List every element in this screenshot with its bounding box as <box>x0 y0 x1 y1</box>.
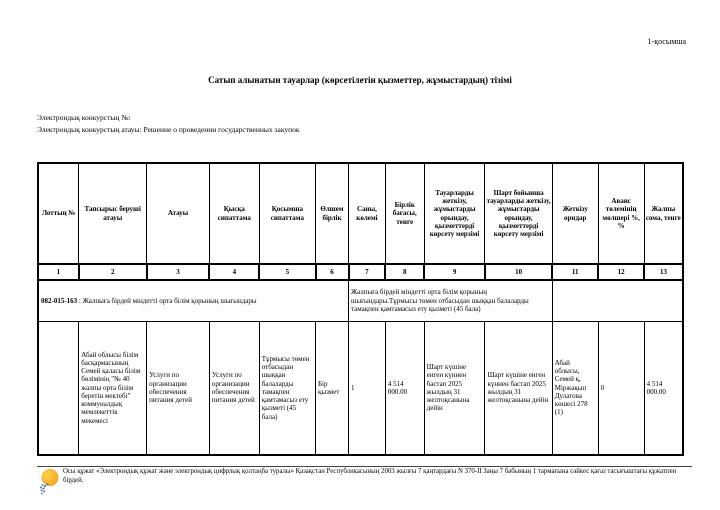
cell-quantity: 1 <box>349 321 386 455</box>
col-header-advance: Аванс төлемінің мөлшері %, % <box>598 163 644 264</box>
col-number: 7 <box>349 264 386 280</box>
col-header-unit-price: Бірлік бағасы, тенге <box>385 163 424 264</box>
table-row <box>38 321 683 455</box>
col-number: 2 <box>79 264 147 280</box>
page-title: Сатып алынатын тауарлар (көрсетілетін қызметтер, жұмыстардың) тізімі <box>208 75 512 85</box>
lot-title-cell <box>38 280 349 321</box>
cell-lot-no <box>38 321 79 455</box>
cell-unit-price: 4 514 000.00 <box>385 321 424 455</box>
col-header-unit: Өлшем бірлік <box>316 163 349 264</box>
col-number: 13 <box>644 264 683 280</box>
col-number: 10 <box>485 264 552 280</box>
legal-notice: Осы құжат «Электрондық құжат және электрондық цифрлық қолтаңба туралы» Қазақстан Республикасының 2003 жылғы 7 қаңтардағы N 370-II Заңы 7 бабының 1 тармағына сәйкес қағаз тасығыштағы құжатпен бірдей. <box>63 468 677 484</box>
col-number: 3 <box>147 264 210 280</box>
col-number: 5 <box>259 264 315 280</box>
cell-total: 4 514 000.00 <box>644 321 683 455</box>
annex-label: 1-қосымша <box>647 37 686 46</box>
lot-description-cell: Жалпыға бірдей міндетті орта білім қорының шығындары.Тұрмысы төмен отбасыдан шыққан балаларды тамақпен қамтамасыз ету қызметі (45 бала) <box>349 280 553 321</box>
cell-delivery-place: Абай облысы, Семей қ, Міржақып Дулатова көшесі 278 (1) <box>552 321 598 455</box>
col-header-contract-delivery-term: Шарт бойынша тауарларды жеткізу, жұмыстарды орындау, қызметтерді көрсету мерзімі <box>485 163 552 264</box>
col-number: 1 <box>38 264 79 280</box>
lot-code: 082-015-163 <box>41 296 78 305</box>
cell-customer: Абай облысы білім басқармасының Семей қаласы білім бөлімінің "№ 40 жалпы орта білім беретін мектебі" коммуналдық мемлекеттік мекемесі <box>79 321 147 455</box>
col-header-delivery-place: Жеткізу орндар <box>552 163 598 264</box>
tender-number-line: Электрондық конкурстың №: <box>37 113 131 122</box>
col-number: 9 <box>424 264 485 280</box>
cell-name: Услуги по организации обеспечения питания детей <box>147 321 210 455</box>
col-header-lot-no: Лоттың № <box>38 163 79 264</box>
cell-short-description: Услуги по организации обеспечения питания детей <box>209 321 259 455</box>
procurement-table <box>37 162 684 456</box>
col-header-customer: Тапсырыс беруші атауы <box>79 163 147 264</box>
tender-meta <box>37 112 300 136</box>
cell-extra-description: Тұрмысы төмен отбасыдан шыққан балаларды тамақпен қамтамасыз ету қызметі (45 бала) <box>259 321 315 455</box>
col-number: 11 <box>552 264 598 280</box>
col-header-extra-description: Қосымша сипаттама <box>259 163 315 264</box>
col-header-quantity: Саны, көлемі <box>349 163 386 264</box>
col-number: 8 <box>385 264 424 280</box>
col-header-delivery-term: Тауарларды жеткізу, жұмыстарды орындау, қызметтерді көрсету мерзімі <box>424 163 485 264</box>
cell-advance: 0 <box>598 321 644 455</box>
cell-delivery-term: Шарт күшіне енген күннен бастап 2025 жылдың 31 желтоқсанына дейін <box>424 321 485 455</box>
col-number: 6 <box>316 264 349 280</box>
cell-contract-delivery-term: Шарт күшіне енген күннен бастап 2025 жылдың 31 желтоқсанына дейін <box>485 321 552 455</box>
col-header-name: Атауы <box>147 163 210 264</box>
lot-name: : Жалпыға бірдей міндетті орта білім қорының шығындары <box>77 296 257 305</box>
table-header-row <box>38 163 683 264</box>
col-number: 12 <box>598 264 644 280</box>
cell-unit: Бір қызмет <box>316 321 349 455</box>
footer-divider <box>37 466 692 467</box>
column-number-row <box>38 264 683 280</box>
lot-summary-row <box>38 280 683 321</box>
col-header-total: Жалпы сома, тенге <box>644 163 683 264</box>
footer <box>37 468 697 485</box>
egov-signature-logo-icon <box>37 468 61 496</box>
tender-name-line: Электрондық конкурстың атауы: Решение о проведении государственных закупок <box>37 125 300 134</box>
col-header-short-description: Қысқа сипаттама <box>209 163 259 264</box>
col-number: 4 <box>209 264 259 280</box>
lot-empty-cell <box>552 280 683 321</box>
